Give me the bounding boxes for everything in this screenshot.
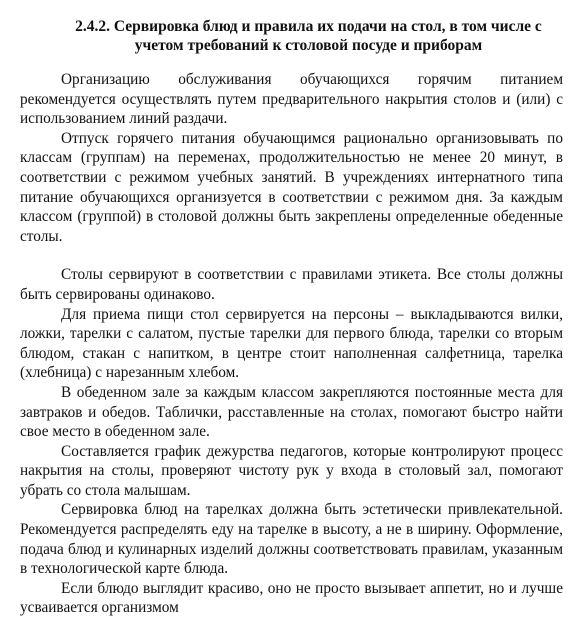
paragraph-plate-presentation: Сервировка блюд на тарелках должна быть эстетически привлекательной. Рекомендуется распределять еду на тарелке в высоту, а не в ширину. Оформление, подача блюд и кулинарных изделий должны соответствовать правилам, указанным в технологической карте блюда. — [20, 501, 563, 578]
paragraph-duty-schedule: Составляется график дежурства педагогов, которые контролируют процесс накрытия на столы, проверяют чистоту рук у входа в столовый зал, помогают убрать со стола малышам. — [20, 442, 563, 499]
paragraph-appetite: Если блюдо выглядит красиво, оно не просто вызывает аппетит, но и лучше усваивается организмом — [20, 579, 563, 617]
section-heading: 2.4.2. Сервировка блюд и правила их подачи на стол, в том числе с учетом требований к столовой посуде и приборам — [75, 18, 542, 54]
paragraph-table-etiquette: Столы сервируют в соответствии с правилами этикета. Все столы должны быть сервированы одинаково. — [20, 266, 563, 303]
paragraph-serving-organization: Организацию обслуживания обучающихся горячим питанием рекомендуется осуществлять путем предварительного накрытия столов и (или) с использованием линий раздачи. — [20, 71, 563, 128]
paragraph-table-setting: Для приема пищи стол сервируется на персоны – выкладываются вилки, ложки, тарелки с салатом, пустые тарелки для первого блюда, тарелки со вторым блюдом, стакан с напитком, в центре стоит наполненная салфетница, тарелка (хлебница) с нарезанным хлебом. — [20, 305, 563, 382]
paragraph-meal-schedule: Отпуск горячего питания обучающимся рационально организовывать по классам (группам) на переменах, продолжительностью не менее 20 минут, в соответствии с режимом учебных занятий. В учреждениях интернатного типа питание обучающихся организуется в соответствии с режимом дня. За каждым классом (группой) в столовой должны быть закреплены определенные обеденные столы. — [20, 129, 563, 245]
document-body — [20, 70, 563, 618]
paragraph-assigned-seats: В обеденном зале за каждым классом закрепляются постоянные места для завтраков и обедов. Таблички, расставленные на столах, помогают быстро найти свое место в обеденном зале. — [20, 383, 563, 441]
paragraph-gap — [20, 246, 563, 265]
